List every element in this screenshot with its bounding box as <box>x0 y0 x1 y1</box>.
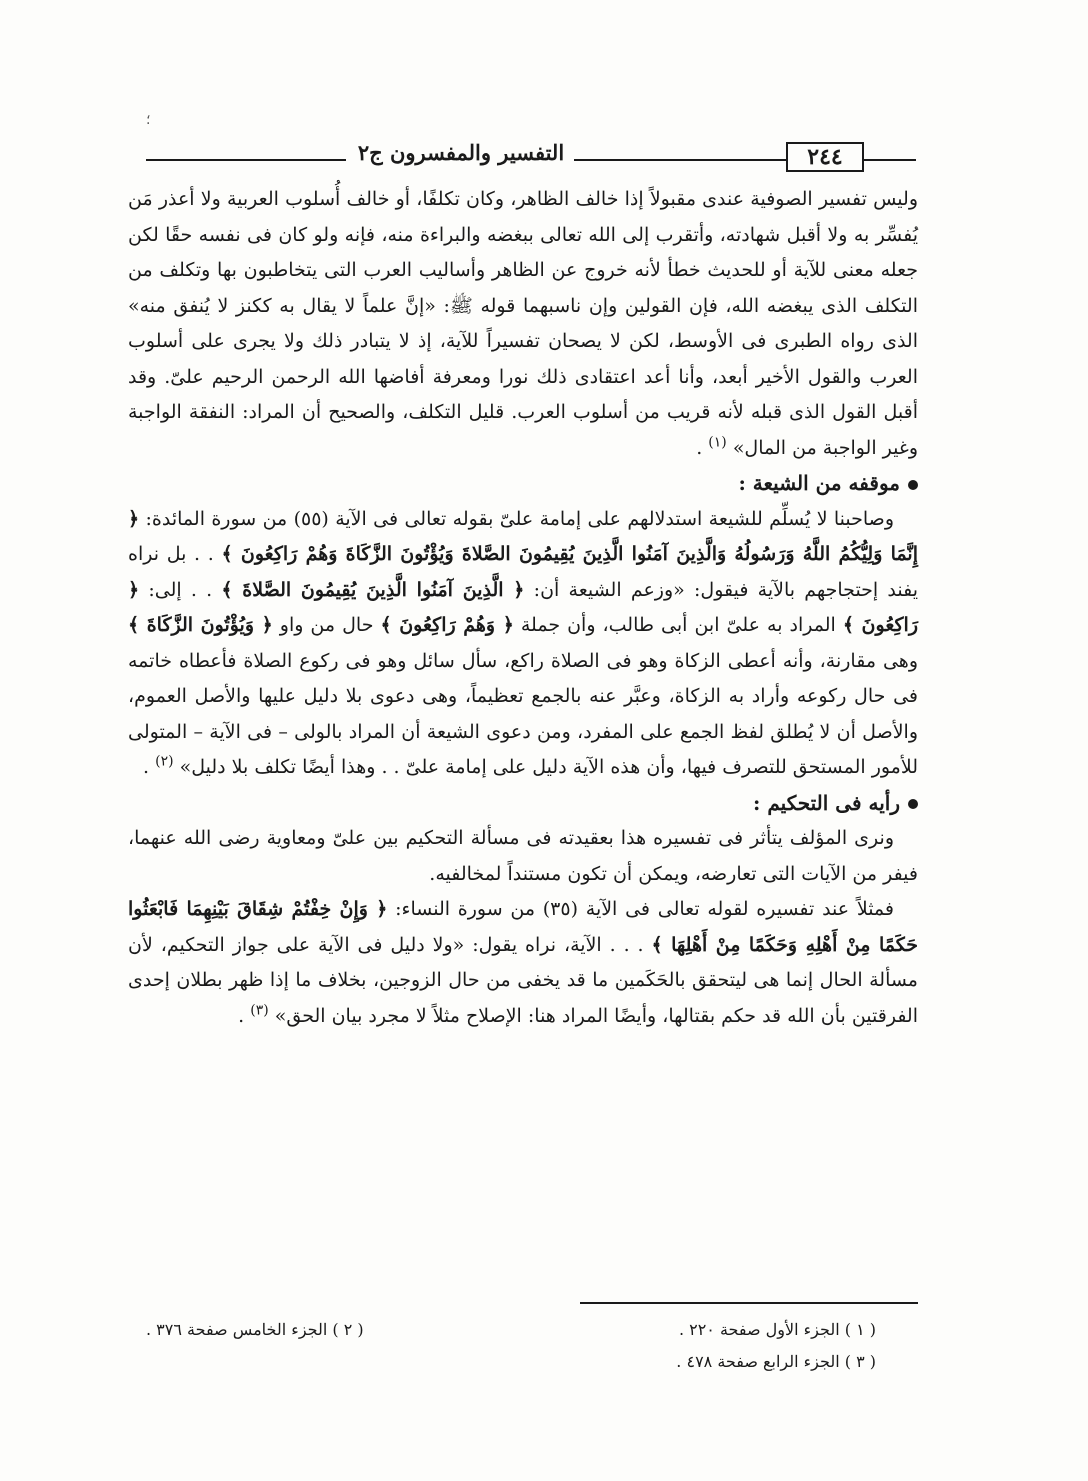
paragraph-text: وصاحبنا لا يُسلِّم للشيعة استدلالهم على إمامة علىّ بقوله تعالى فى الآية (٥٥) من سورة المائدة: <box>145 507 894 530</box>
page-body <box>128 182 918 1034</box>
bullet-icon <box>908 480 918 490</box>
bullet-icon <box>908 799 918 809</box>
paragraph-sufi-interpretation: وليس تفسير الصوفية عندى مقبولاً إذا خالف الظاهر، وكان تكلفًا، أو خالف أُسلوب العربية ولا أعذر مَن يُفسِّر به ولا أقبل شهادته، وأتقرب إلى الله تعالى ببغضه والبراءة منه، فإنه ولو كان فى نفسه حقًا لكن جعله معنى للآية أو للحديث خطأ لأنه خروج عن الظاهر وأساليب العرب التى يتخاطبون بها وتكلف من التكلف الذى يبغضه الله، فإن القولين وإن ناسبهما قوله ﷺ: «إنَّ علماً لا يقال به ككنز لا يُنفق منه» الذى رواه الطبرى فى الأوسط، لكن لا يصحان تفسيراً للآية، إذ لا يتبادر ذلك ولا يجرى على أسلوب العرب والقول الأخير أبعد، وأنا أعد اعتقادى ذلك نورا ومعرفة أفاضها الله الرحمن الرحيم علىّ. وقد أقبل القول الذى قبله لأنه قريب من أسلوب العرب. قليل التكلف، والصحيح أن المراد: النفقة الواجبة وغير الواجبة من المال» $^{(١)}$ . <box>128 188 918 459</box>
footnote-ref-3: (٣) <box>250 1002 269 1019</box>
quran-verse: ﴿ الَّذِينَ آمَنُوا الَّذِينَ يُقِيمُونَ الصَّلاةَ ﴾ <box>221 578 525 601</box>
header-rule-left <box>146 159 346 161</box>
quran-verse: ﴿ رَاكِعُونَ ﴾ <box>128 578 918 636</box>
paragraph-text: فمثلاً عند تفسيره لقوله تعالى فى الآية (٣٥) من سورة النساء: <box>395 898 894 920</box>
book-title: التفسير والمفسرون ج٢ <box>357 140 565 165</box>
quran-verse: ﴿ وَهُمْ رَاكِعُونَ ﴾ <box>380 614 514 636</box>
footnote-1: ( ١ ) الجزء الأول صفحة ٢٢٠ . <box>678 1320 876 1339</box>
footnote-rule <box>580 1302 918 1304</box>
footnote-row <box>146 1314 876 1346</box>
quran-verse: ﴿ إِنَّمَا وَلِيُّكُمُ اللَّهُ وَرَسُولُهُ وَالَّذِينَ آمَنُوا الَّذِينَ يُقِيمُونَ الصَّلاةَ وَيُؤْتُونَ الزَّكَاةَ وَهُمْ رَاكِعُونَ ﴾ <box>128 507 918 565</box>
paragraph-arbitration-example: فمثلاً عند تفسيره لقوله تعالى فى الآية (٣٥) من سورة النساء: ﴿ وَإِنْ خِفْتُمْ شِقَاقَ بَيْنِهِمَا فَابْعَثُوا حَكَمًا مِنْ أَهْلِهِ وَحَكَمًا مِنْ أَهْلِهَا ﴾ . . . الآية، نراه يقول: «ولا دليل فى الآية على جواز التحكيم، لأن مسألة الحال إنما هى ليتحقق بالحَكَمين ما قد يخفى من حال الزوجين، بخلاف ما إذا ظهر بطلان إحدى الفرقتين بأن الله قد حكم بقتالها، وأيضًا المراد هنا: الإصلاح مثلاً لا مجرد بيان الحق» $^{(٣)}$ . <box>128 898 918 1027</box>
section-heading-arbitration <box>128 786 918 822</box>
paragraph-text: وليس تفسير الصوفية عندى مقبولاً إذا خالف الظاهر، وكان تكلفًا، أو خالف أُسلوب العربية ولا أعذر مَن يُفسِّر به ولا أقبل شهادته، وأتقرب إلى الله تعالى ببغضه والبراءة منه، فإنه ولو كان فى نفسه حقًا لكن جعله معنى للآية أو للحديث خطأ لأنه خروج عن الظاهر وأساليب العرب التى يتخاطبون بها وتكلف من التكلف الذى يبغضه الله، فإن القولين وإن ناسبهما قوله ﷺ: «إنَّ علماً لا يقال به ككنز لا يُنفق منه» الذى رواه الطبرى فى الأوسط، لكن لا يصحان تفسيراً للآية، إذ لا يتبادر ذلك ولا يجرى على أسلوب العرب والقول الأخير أبعد، وأنا أعد اعتقادى ذلك نورا ومعرفة أفاضها الله الرحمن الرحيم علىّ. وقد أقبل القول الذى قبله لأنه قريب من أسلوب العرب. قليل التكلف، والصحيح أن المراد: النفقة الواجبة وغير الواجبة من المال» <box>128 188 918 459</box>
paragraph-text: . . بل نراه يفند إحتجاجهم بالآية فيقول: «وزعم الشيعة أن: <box>128 543 919 601</box>
footnote-2: ( ٢ ) الجزء الخامس صفحة ٣٧٦ . <box>146 1320 364 1339</box>
running-header <box>146 138 916 178</box>
corner-mark: ؛ <box>146 112 151 128</box>
quran-verse: ﴿ وَيُؤْتُونَ الزَّكَاةَ ﴾ <box>128 614 273 636</box>
footnotes <box>146 1314 876 1378</box>
paragraph-shia-position: وصاحبنا لا يُسلِّم للشيعة استدلالهم على إمامة علىّ بقوله تعالى فى الآية (٥٥) من سورة المائدة: ﴿ إِنَّمَا وَلِيُّكُمُ اللَّهُ وَرَسُولُهُ وَالَّذِينَ آمَنُوا الَّذِينَ يُقِيمُونَ الصَّلاةَ وَيُؤْتُونَ الزَّكَاةَ وَهُمْ رَاكِعُونَ ﴾ . . بل نراه يفند إحتجاجهم بالآية فيقول: «وزعم الشيعة أن: ﴿ الَّذِينَ آمَنُوا الَّذِينَ يُقِيمُونَ الصَّلاةَ ﴾ . . إلى: ﴿ رَاكِعُونَ ﴾ المراد به علىّ ابن أبى طالب، وأن جملة ﴿ وَهُمْ رَاكِعُونَ ﴾ حال من واو ﴿ وَيُؤْتُونَ الزَّكَاةَ ﴾ وهى مقارنة، وأنه أعطى الزكاة وهو فى الصلاة راكع، سأل سائل وهو فى ركوع الصلاة فأعطاه خاتمه فى حال ركوعه وأراد به الزكاة، وعبَّر عنه بالجمع تعظيماً، وهى دعوى بلا دليل عليها والأصل العموم، والأصل أن لا يُطلق لفظ الجمع على المفرد، ومن دعوى الشيعة أن المراد بالولى – فى الآية – المتولى للأمور المستحق للتصرف فيها، وأن هذه الآية دليل على إمامة علىّ . . وهذا أيضًا تكلف بلا دليل» $^{(٢)}$ . <box>128 507 919 778</box>
quran-verse: ﴿ وَإِنْ خِفْتُمْ شِقَاقَ بَيْنِهِمَا فَابْعَثُوا حَكَمًا مِنْ أَهْلِهِ وَحَكَمًا مِنْ أَهْلِهَا ﴾ <box>128 898 918 956</box>
header-rule-right <box>864 159 916 161</box>
paragraph-text: المراد به علىّ ابن أبى طالب، وأن جملة <box>520 614 836 636</box>
paragraph-text: . . إلى: <box>148 578 213 601</box>
paragraph-text: وهى مقارنة، وأنه أعطى الزكاة وهو فى الصلاة راكع، سأل سائل وهو فى ركوع الصلاة فأعطاه خاتمه فى حال ركوعه وأراد به الزكاة، وعبَّر عنه بالجمع تعظيماً، وهى دعوى بلا دليل عليها والأصل العموم، والأصل أن لا يُطلق لفظ الجمع على المفرد، ومن دعوى الشيعة أن المراد بالولى – فى الآية – المتولى للأمور المستحق للتصرف فيها، وأن هذه الآية دليل على إمامة علىّ . . وهذا أيضًا تكلف بلا دليل» <box>128 649 918 778</box>
footnote-3: ( ٣ ) الجزء الرابع صفحة ٤٧٨ . <box>676 1352 876 1371</box>
paragraph-arbitration-intro: ونرى المؤلف يتأثر فى تفسيره هذا بعقيدته فى مسألة التحكيم بين علىّ ومعاوية رضى الله عنهما، فيفر من الآيات التى تعارضه، ويمكن أن تكون مستنداً لمخالفيه. <box>128 827 918 885</box>
heading-text: موقفه من الشيعة : <box>738 471 900 495</box>
paragraph-text: حال من واو <box>279 614 374 636</box>
footnote-row <box>146 1346 876 1378</box>
footnote-ref-1: (١) <box>708 434 727 451</box>
heading-text: رأيه فى التحكيم : <box>753 790 900 815</box>
paragraph-text: . . . الآية، نراه يقول: «ولا دليل فى الآية على جواز التحكيم، لأن مسألة الحال إنما هى ليتحقق بالحَكَمين ما قد يخفى من حال الزوجين، بخلاف ما إذا ظهر بطلان إحدى الفرقتين بأن الله قد حكم بقتالها، وأيضًا المراد هنا: الإصلاح مثلاً لا مجرد بيان الحق» <box>128 933 918 1027</box>
section-heading-shia <box>128 466 918 502</box>
header-rule-middle <box>574 159 786 161</box>
footnote-ref-2: (٢) <box>155 753 174 770</box>
page-number: ٢٤٤ <box>786 142 864 172</box>
